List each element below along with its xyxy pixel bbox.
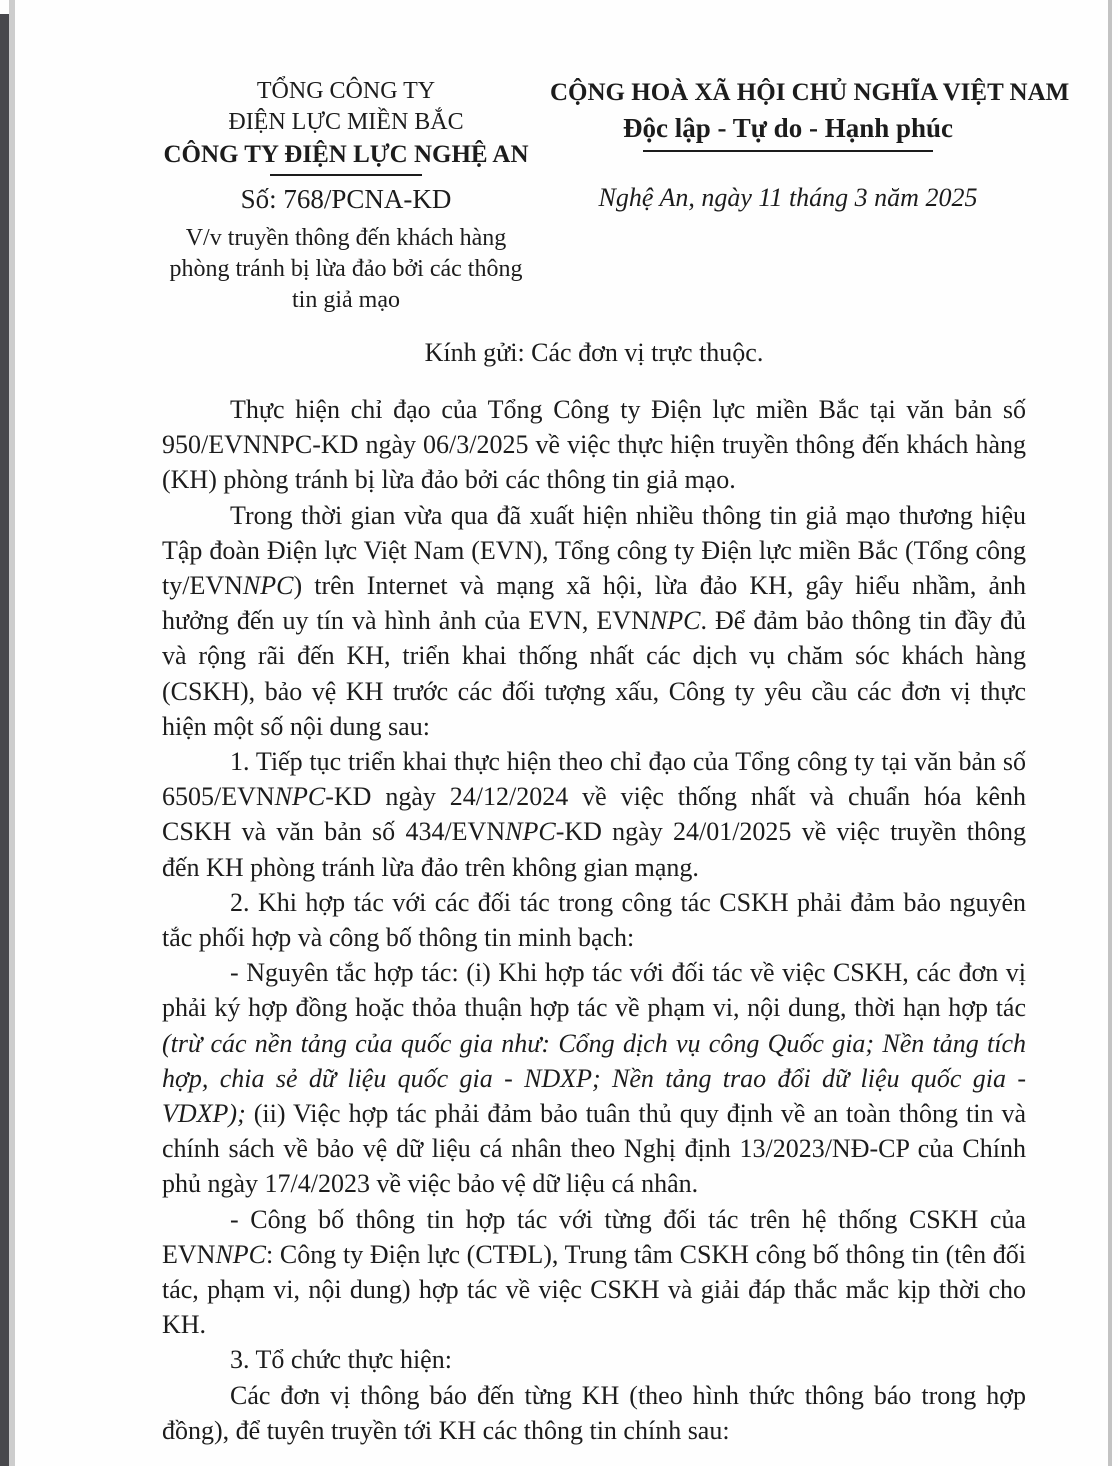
- paragraph: [162, 392, 1026, 498]
- national-heading-block: [550, 76, 1070, 214]
- document-header: [162, 76, 1070, 316]
- paragraph-segment: -KD ngày 24/01/2025 về việc truyền thông đến KH phòng tránh lừa đảo trên không gian mạng.: [162, 817, 1026, 882]
- company-underline: [270, 174, 422, 176]
- paragraph-segment-italic: NPC: [215, 1239, 267, 1269]
- paragraph-segment: - Nguyên tắc hợp tác: (i) Khi hợp tác với đối tác về việc CSKH, các đơn vị phải ký hợp đồng hoặc thỏa thuận hợp tác về phạm vi, nội dung, thời hạn hợp tác: [162, 958, 1026, 1023]
- paragraph: [162, 1378, 1026, 1448]
- paragraph-segment: 1. Tiếp tục triển khai thực hiện theo chỉ đạo của Tổng công ty tại văn bản số 6505/EVN: [162, 747, 1026, 812]
- paragraph-segment: Thực hiện chỉ đạo của Tổng Công ty Điện lực miền Bắc tại văn bản số 950/EVNNPC-KD ngày 06/3/2025 về việc thực hiện truyền thông đến khách hàng (KH) phòng tránh bị lừa đảo bởi các thông tin giả mạo.: [162, 395, 1026, 495]
- paragraph-segment: - Công bố thông tin hợp tác với từng đối tác trên hệ thống CSKH của EVN: [162, 1204, 1026, 1269]
- paragraph-segment: Các đơn vị thông báo đến từng KH (theo hình thức thông báo trong hợp đồng), để tuyên truyền tới KH các thông tin chính sau:: [162, 1380, 1026, 1445]
- motto-underline: [643, 150, 933, 152]
- paragraph-segment: 3. Tổ chức thực hiện:: [230, 1345, 452, 1375]
- issuer-block: [162, 76, 530, 316]
- paragraph: [162, 498, 1026, 744]
- parent-org-line1: TỔNG CÔNG TY: [256, 78, 436, 104]
- document-subject: V/v truyền thông đến khách hàng phòng tránh bị lừa đảo bởi các thông tin giả mạo: [169, 225, 523, 313]
- paragraph: [162, 1342, 1026, 1377]
- paragraph: [162, 1202, 1026, 1343]
- scan-edge-right: [1108, 0, 1112, 1466]
- place-and-date: Nghệ An, ngày 11 tháng 3 năm 2025: [598, 183, 978, 212]
- country-name: CỘNG HOÀ XÃ HỘI CHỦ NGHĨA VIỆT NAM: [550, 79, 1070, 106]
- paragraph-segment-italic: (trừ các nền tảng của quốc gia như: Cổng dịch vụ công Quốc gia; Nền tảng tích hợp, chia sẻ dữ liệu quốc gia - NDXP; Nền tảng trao đổi dữ liệu quốc gia - VDXP);: [162, 1028, 1026, 1129]
- scan-edge-left-light: [9, 0, 15, 1466]
- salutation: Kính gửi: Các đơn vị trực thuộc.: [424, 338, 764, 367]
- paragraph: [162, 955, 1026, 1201]
- document-content: [162, 76, 1070, 1448]
- paragraph-segment-italic: NPC: [505, 817, 556, 847]
- paragraph-segment: 2. Khi hợp tác với các đối tác trong công tác CSKH phải đảm bảo nguyên tắc phối hợp và công bố thông tin minh bạch:: [162, 887, 1026, 953]
- paragraph-segment: (ii) Việc hợp tác phải đảm bảo tuân thủ quy định về an toàn thông tin và chính sách về bảo vệ dữ liệu cá nhân theo Nghị định 13/2023/NĐ-CP của Chính phủ ngày 17/4/2023 về việc bảo vệ dữ liệu cá nhân.: [162, 1099, 1026, 1199]
- paragraph-segment: ) trên Internet và mạng xã hội, lừa đảo KH, gây hiểu nhầm, ảnh hưởng đến uy tín và hình ảnh của EVN, EVN: [162, 571, 1026, 636]
- paragraph-segment-italic: NPC: [274, 782, 326, 812]
- national-motto: Độc lập - Tự do - Hạnh phúc: [622, 113, 954, 143]
- paragraph-segment-italic: NPC: [242, 571, 294, 601]
- company-name: CÔNG TY ĐIỆN LỰC NGHỆ AN: [163, 141, 529, 168]
- paragraph-segment: . Để đảm bảo thông tin đầy đủ và rộng rãi đến KH, triển khai thống nhất các dịch vụ chăm sóc khách hàng (CSKH), bảo vệ KH trước các đối tượng xấu, Công ty yêu cầu các đơn vị thực hiện một số nội dung sau:: [162, 606, 1026, 741]
- paragraph: [162, 744, 1026, 885]
- parent-org-line2: ĐIỆN LỰC MIỀN BẮC: [228, 109, 464, 135]
- paragraph-segment: : Công ty Điện lực (CTĐL), Trung tâm CSKH công bố thông tin (tên đối tác, phạm vi, nội dung) hợp tác về việc CSKH và giải đáp thắc mắc kịp thời cho KH.: [162, 1239, 1026, 1340]
- scan-edge-left-dark: [0, 14, 9, 1466]
- paragraph-segment: -KD ngày 24/12/2024 về việc thống nhất và chuẩn hóa kênh CSKH và văn bản số 434/EVN: [162, 782, 1026, 847]
- paragraph-segment-italic: NPC: [649, 606, 701, 636]
- document-body: [162, 392, 1026, 1448]
- paragraph-segment: Trong thời gian vừa qua đã xuất hiện nhiều thông tin giả mạo thương hiệu Tập đoàn Điện lực Việt Nam (EVN), Tổng công ty Điện lực miền Bắc (Tổng công ty/EVN: [162, 500, 1026, 601]
- paragraph: [162, 885, 1026, 955]
- document-number: Số: 768/PCNA-KD: [240, 184, 452, 214]
